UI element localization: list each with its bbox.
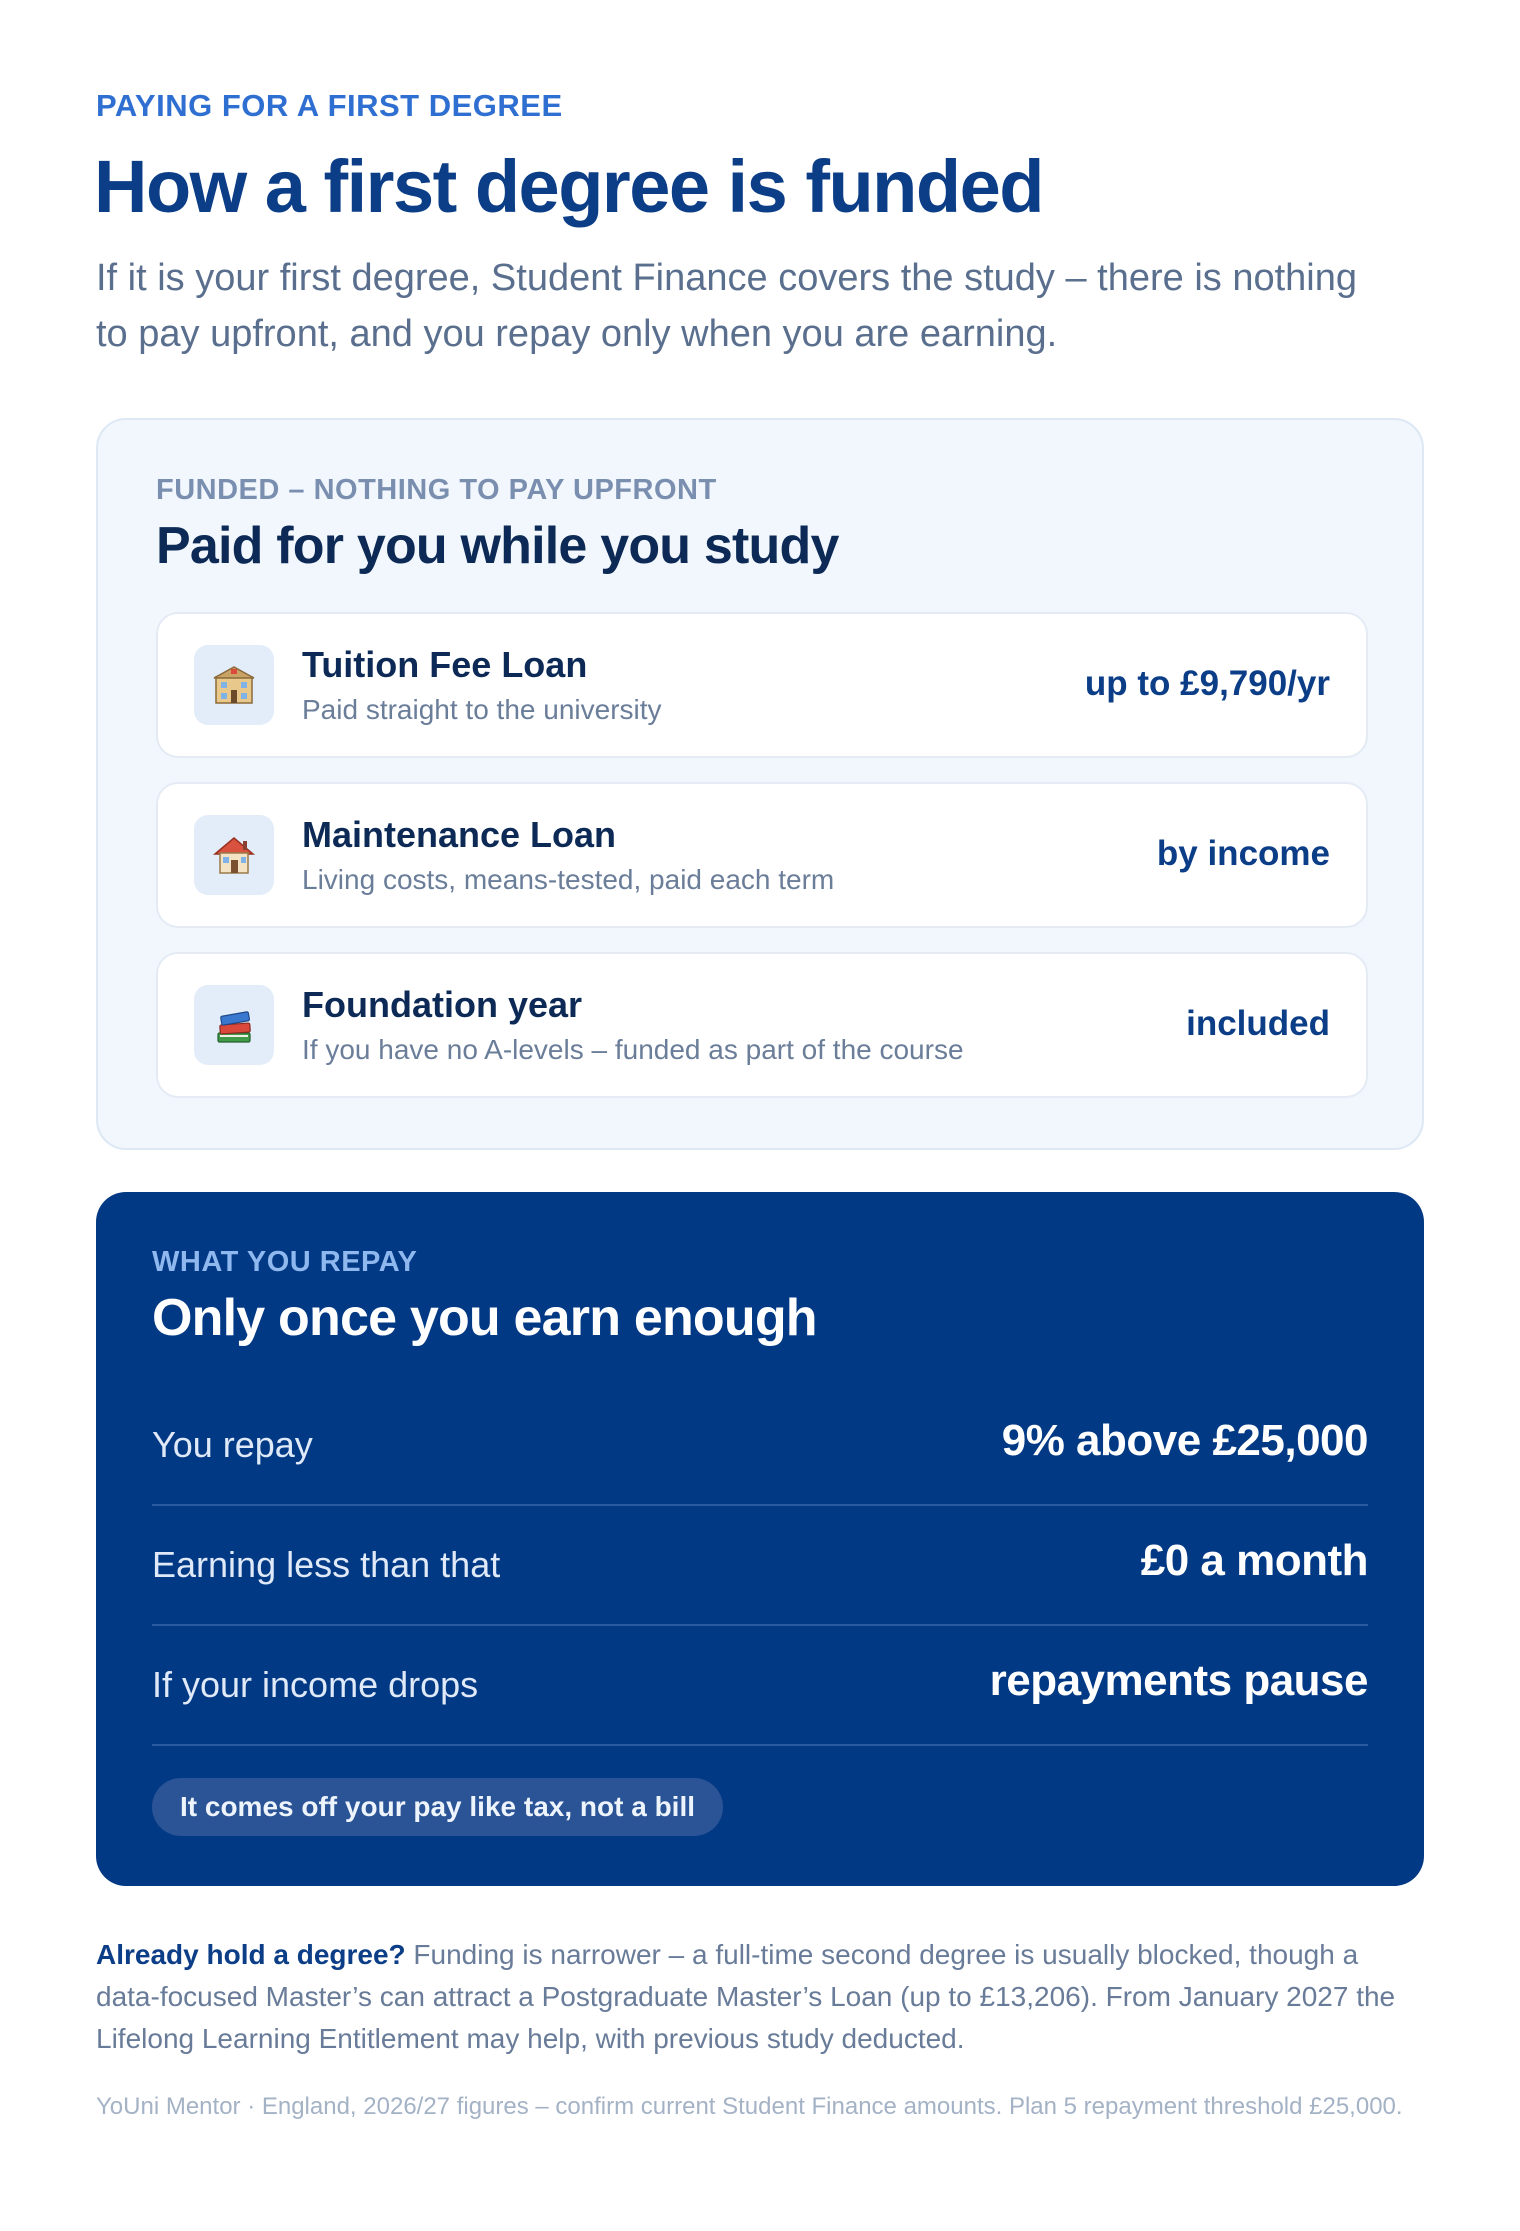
repay-row bbox=[152, 1386, 1368, 1506]
repay-label: If your income drops bbox=[152, 1664, 479, 1705]
loan-name: Foundation year bbox=[302, 984, 583, 1025]
loan-description: Paid straight to the university bbox=[302, 694, 662, 725]
books-icon bbox=[194, 985, 274, 1065]
loan-value: included bbox=[1186, 1004, 1330, 1043]
repay-title: Only once you earn enough bbox=[152, 1289, 817, 1347]
funded-card bbox=[96, 418, 1424, 1150]
repay-value: repayments pause bbox=[989, 1656, 1368, 1705]
repay-value: £0 a month bbox=[1140, 1536, 1368, 1585]
repay-info-pill: It comes off your pay like tax, not a bill bbox=[152, 1778, 723, 1836]
house-icon bbox=[194, 815, 274, 895]
repay-card bbox=[96, 1192, 1424, 1886]
footer-disclaimer: YoUni Mentor · England, 2026/27 figures – confirm current Student Finance amounts. Plan 5 repayment threshold £25,000. bbox=[96, 2093, 1403, 2120]
loan-value: up to £9,790/yr bbox=[1084, 664, 1330, 703]
loan-row-maintenance bbox=[156, 782, 1368, 928]
loan-description: Living costs, means-tested, paid each term bbox=[302, 864, 835, 895]
loan-row-tuition bbox=[156, 612, 1368, 758]
page-subtitle: If it is your first degree, Student Finance covers the study – there is nothing to pay upfront, and you repay only when you are earning. bbox=[96, 257, 1357, 355]
repay-row bbox=[152, 1626, 1368, 1746]
loan-description: If you have no A-levels – funded as part of the course bbox=[302, 1034, 964, 1065]
second-degree-note bbox=[96, 1934, 1426, 2060]
repay-eyebrow: WHAT YOU REPAY bbox=[152, 1246, 418, 1278]
note-lead: Already hold a degree? bbox=[96, 1939, 406, 1970]
page-title: How a first degree is funded bbox=[94, 145, 1043, 228]
repay-label: You repay bbox=[152, 1424, 313, 1465]
loan-name: Tuition Fee Loan bbox=[302, 644, 588, 685]
note-body: Funding is narrower – a full-time second degree is usually blocked, though a data-focused Master’s can attract a Postgraduate Master’s Loan (up to £13,206). From January 2027 the Lifelong Learning Entitlement may help, with previous study deducted. bbox=[96, 1939, 1396, 2054]
repay-label: Earning less than that bbox=[152, 1544, 501, 1585]
loan-name: Maintenance Loan bbox=[302, 814, 617, 855]
repay-row bbox=[152, 1506, 1368, 1626]
repay-value: 9% above £25,000 bbox=[1001, 1416, 1368, 1465]
funded-eyebrow: FUNDED – NOTHING TO PAY UPFRONT bbox=[156, 474, 717, 506]
university-building-icon bbox=[194, 645, 274, 725]
loan-value: by income bbox=[1156, 834, 1330, 873]
funded-title: Paid for you while you study bbox=[156, 517, 839, 575]
loan-row-foundation bbox=[156, 952, 1368, 1098]
page-eyebrow: PAYING FOR A FIRST DEGREE bbox=[96, 88, 563, 123]
